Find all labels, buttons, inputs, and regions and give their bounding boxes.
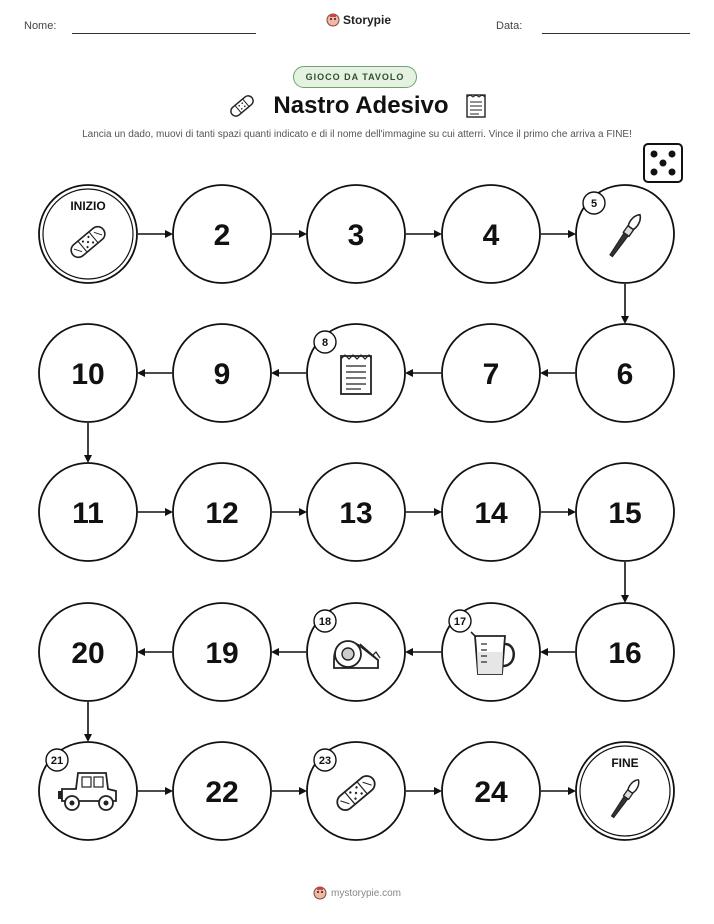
space-number: 21 [50, 755, 64, 767]
date-label: Data: [496, 20, 523, 32]
space-number: 7 [482, 358, 500, 391]
board-space[interactable] [307, 185, 405, 283]
space-number: 13 [339, 497, 373, 530]
board-space[interactable] [576, 185, 674, 283]
space-number: 3 [347, 219, 365, 252]
space-number: 18 [318, 616, 332, 628]
board-space[interactable] [576, 742, 674, 840]
space-number: 17 [453, 616, 467, 628]
notepad-icon [341, 355, 371, 394]
space-number: 9 [213, 358, 231, 391]
space-number: 5 [590, 198, 598, 210]
space-number: 4 [482, 219, 500, 252]
space-number: 14 [474, 497, 508, 530]
space-number: 23 [318, 755, 332, 767]
board-space[interactable] [576, 463, 674, 561]
space-number: 16 [608, 637, 642, 670]
space-number: 6 [616, 358, 634, 391]
space-label: INIZIO [70, 199, 106, 213]
board-space[interactable] [173, 185, 271, 283]
board-space[interactable] [442, 463, 540, 561]
name-label: Nome: [24, 20, 57, 32]
page-title: Nastro Adesivo [273, 92, 449, 119]
board-space[interactable] [442, 603, 540, 701]
brand-name: Storypie [343, 13, 392, 27]
space-label: FINE [611, 756, 639, 770]
category-badge: GIOCO DA TAVOLO [293, 66, 417, 88]
space-number: 8 [321, 337, 329, 349]
board-space[interactable] [307, 324, 405, 422]
board-space[interactable] [173, 324, 271, 422]
board-space[interactable] [173, 742, 271, 840]
space-number: 20 [71, 637, 105, 670]
board-space[interactable] [173, 603, 271, 701]
board-space[interactable] [576, 603, 674, 701]
board-space[interactable] [39, 742, 137, 840]
space-number: 12 [205, 497, 239, 530]
space-number: 2 [213, 219, 231, 252]
board-space[interactable] [442, 185, 540, 283]
space-number: 10 [71, 358, 105, 391]
board-space[interactable] [307, 603, 405, 701]
footer-url[interactable]: mystorypie.com [330, 887, 401, 899]
footer [0, 886, 714, 900]
board-space[interactable] [442, 742, 540, 840]
space-number: 22 [205, 776, 239, 809]
space-number: 11 [72, 497, 104, 530]
board-space[interactable] [39, 185, 137, 283]
board-space[interactable] [39, 463, 137, 561]
board-space[interactable] [307, 742, 405, 840]
storypie-mascot-icon [313, 886, 327, 900]
board-space[interactable] [173, 463, 271, 561]
board-space[interactable] [39, 603, 137, 701]
board-space[interactable] [442, 324, 540, 422]
board-space[interactable] [307, 463, 405, 561]
instructions-text: Lancia un dado, muovi di tanti spazi quanti indicato e di il nome dell'immagine su cui atterri. Vince il primo che arriva a FINE! [82, 129, 632, 140]
space-number: 15 [608, 497, 642, 530]
board-space[interactable] [576, 324, 674, 422]
space-number: 24 [474, 776, 508, 809]
space-number: 19 [205, 637, 239, 670]
board-space[interactable] [39, 324, 137, 422]
